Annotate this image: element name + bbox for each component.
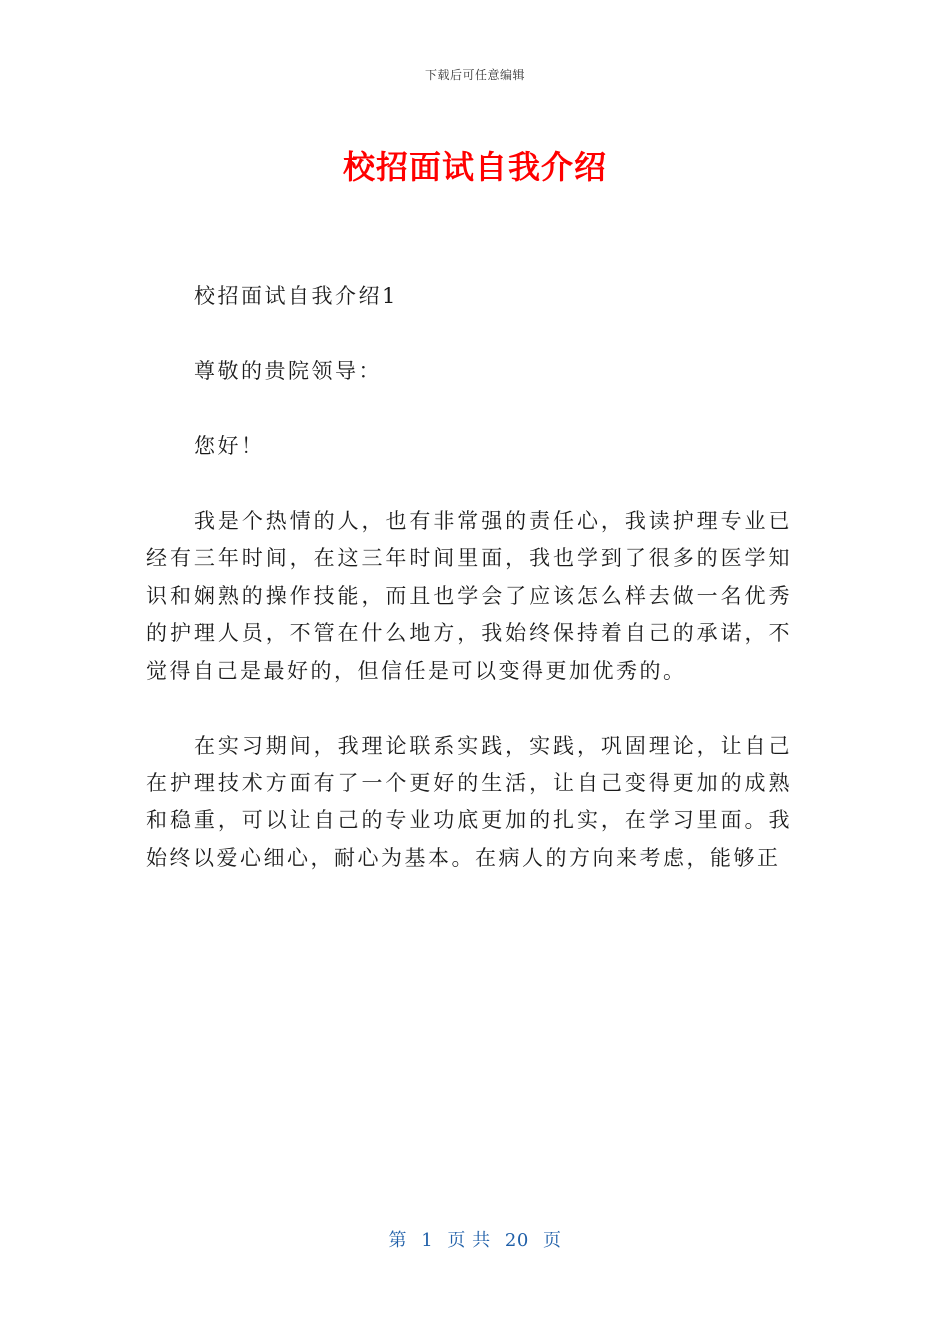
- footer-label-mid: 页 共: [447, 1230, 491, 1251]
- footer-total-pages: 20: [504, 1230, 529, 1251]
- greeting: 您好！: [194, 434, 265, 458]
- footer-label-prefix: 第: [388, 1230, 407, 1251]
- document-title: 校招面试自我介绍: [342, 148, 607, 186]
- body-paragraph: 在实习期间，我理论联系实践，实践，巩固理论，让自己在护理技术方面有了一个更好的生活，让自己变得更加的成熟和稳重，可以让自己的专业功底更加的扎实，在学习里面。我始终以爱心细心，耐心为基本。在病人的方向来考虑，能够正: [146, 733, 792, 870]
- document-body: [146, 278, 792, 915]
- body-paragraph: 我是个热情的人，也有非常强的责任心，我读护理专业已经有三年时间，在这三年时间里面，我也学到了很多的医学知识和娴熟的操作技能，而且也学会了应该怎么样去做一名优秀的护理人员，不管在什么地方，我始终保持着自己的承诺，不觉得自己是最好的，但信任是可以变得更加优秀的。: [146, 509, 792, 683]
- footer-current-page: 1: [421, 1230, 434, 1251]
- page-footer: [0, 1226, 950, 1252]
- footer-label-suffix: 页: [543, 1230, 562, 1251]
- section-heading: 校招面试自我介绍1: [194, 284, 398, 308]
- salutation: 尊敬的贵院领导：: [194, 359, 382, 383]
- header-note: 下载后可任意编辑: [424, 68, 525, 82]
